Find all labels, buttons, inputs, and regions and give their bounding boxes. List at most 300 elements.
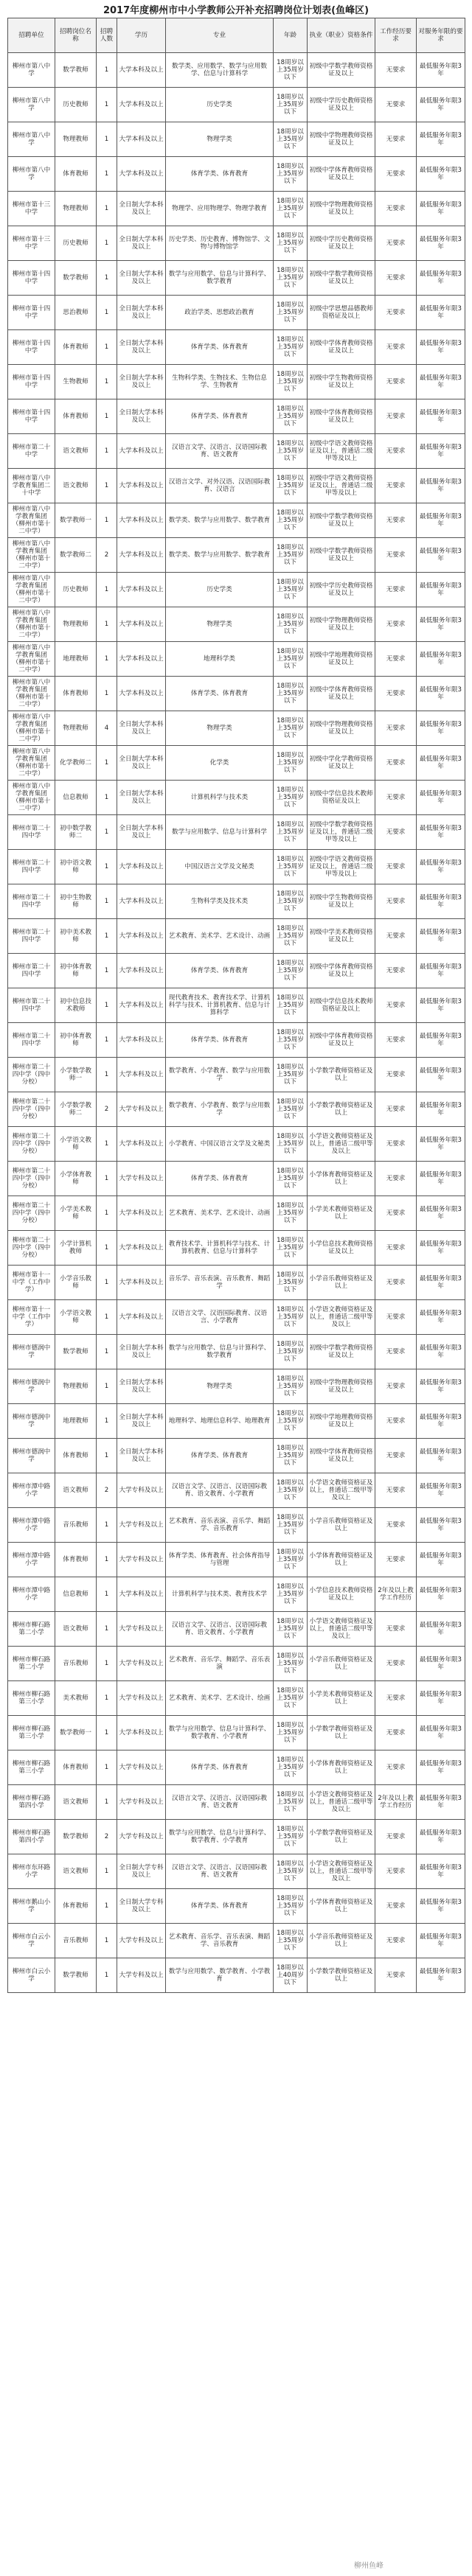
table-cell: 艺术教育、美术学、艺术设计、绘画: [166, 1681, 274, 1716]
table-cell: 历史教师: [55, 88, 97, 122]
table-cell: 1: [97, 261, 117, 296]
table-cell: 无要求: [375, 815, 417, 850]
table-cell: 柳州市第八中学教育集团（柳州市第十二中学）: [8, 607, 55, 642]
table-cell: 18周岁以上35周岁以下: [274, 954, 308, 988]
table-cell: 汉语言文学、汉语言、汉语国际教育、语文教育: [166, 1854, 274, 1889]
table-cell: 1: [97, 642, 117, 677]
table-cell: 无要求: [375, 573, 417, 607]
table-row: [8, 122, 465, 157]
table-cell: 数学教师: [55, 261, 97, 296]
table-cell: 无要求: [375, 53, 417, 88]
table-cell: 化学类: [166, 746, 274, 781]
table-cell: 无要求: [375, 1231, 417, 1266]
table-cell: 中国汉语言文学及文秘类: [166, 850, 274, 884]
table-cell: 体育教师: [55, 1751, 97, 1785]
table-cell: 初级中学信息技术教师资格证及以上: [308, 988, 375, 1023]
table-cell: 柳州市潭中路小学: [8, 1508, 55, 1543]
table-row: [8, 677, 465, 711]
table-cell: 1: [97, 1058, 117, 1092]
table-cell: 全日制大学本科及以上: [117, 1335, 166, 1369]
table-cell: 柳州市第八中学教育集团（柳州市第十二中学）: [8, 538, 55, 573]
table-cell: 地理科学类: [166, 642, 274, 677]
table-cell: 初中生物教师: [55, 884, 97, 919]
table-cell: 无要求: [375, 399, 417, 434]
table-cell: 初级中学数学教师资格证及以上: [308, 503, 375, 538]
table-cell: 2年及以上教学工作经历: [375, 1577, 417, 1612]
table-cell: 18周岁以上35周岁以下: [274, 642, 308, 677]
table-cell: 小学教育、中国汉语言文学及文秘类: [166, 1127, 274, 1162]
table-cell: 美术教师: [55, 1681, 97, 1716]
table-cell: 1: [97, 988, 117, 1023]
table-cell: 18周岁以上35周岁以下: [274, 815, 308, 850]
table-cell: 初级中学信息技术教师资格证及以上: [308, 781, 375, 815]
table-cell: 1: [97, 1023, 117, 1058]
table-cell: 无要求: [375, 1820, 417, 1854]
table-cell: 地理教师: [55, 642, 97, 677]
table-cell: 音乐学、音乐表演、音乐教育、舞蹈学: [166, 1266, 274, 1300]
table-cell: 物理学类: [166, 711, 274, 746]
table-cell: 1: [97, 1266, 117, 1300]
table-cell: 历史学类: [166, 573, 274, 607]
table-cell: 18周岁以上35周岁以下: [274, 746, 308, 781]
table-cell: 数学类、应用数学、数学与应用数学、信息与计算科学: [166, 53, 274, 88]
table-cell: 初级中学体育教师资格证及以上: [308, 677, 375, 711]
table-cell: 最低服务年限3年: [417, 538, 465, 573]
table-cell: 最低服务年限3年: [417, 261, 465, 296]
table-cell: 小学语文教师: [55, 1300, 97, 1335]
table-cell: 小学音乐教师资格证及以上: [308, 1647, 375, 1681]
table-cell: 物理教师: [55, 607, 97, 642]
table-cell: 18周岁以上35周岁以下: [274, 399, 308, 434]
table-cell: 语文教师: [55, 1785, 97, 1820]
table-cell: 初级中学化学教师资格证及以上: [308, 746, 375, 781]
table-cell: 最低服务年限3年: [417, 1335, 465, 1369]
table-cell: 最低服务年限3年: [417, 711, 465, 746]
table-row: [8, 1266, 465, 1300]
table-cell: 最低服务年限3年: [417, 1300, 465, 1335]
document-page: [7, 0, 465, 1993]
table-cell: 柳州市第二十四中学: [8, 1023, 55, 1058]
table-row: [8, 1300, 465, 1335]
column-header: 招聘单位: [8, 18, 55, 53]
table-cell: 历史教师: [55, 226, 97, 261]
table-cell: 最低服务年限3年: [417, 919, 465, 954]
table-cell: 大学本科及以上: [117, 88, 166, 122]
table-row: [8, 815, 465, 850]
column-header: 对服务年限的要求: [417, 18, 465, 53]
table-cell: 1: [97, 1681, 117, 1716]
table-cell: 汉语言文学、汉语言、汉语国际教育、语文教育、小学教育: [166, 1612, 274, 1647]
table-cell: 18周岁以上35周岁以下: [274, 1266, 308, 1300]
table-cell: 计算机科学与技术类、教育技术学: [166, 1577, 274, 1612]
table-row: [8, 1854, 465, 1889]
table-row: [8, 607, 465, 642]
table-row: [8, 434, 465, 469]
table-cell: 地理教师: [55, 1404, 97, 1439]
table-cell: 数学教育、小学教育、数学与应用数学: [166, 1092, 274, 1127]
table-cell: 语文教师: [55, 434, 97, 469]
table-cell: 初级中学体育教师资格证及以上: [308, 1439, 375, 1473]
table-cell: 最低服务年限3年: [417, 1751, 465, 1785]
table-cell: 最低服务年限3年: [417, 157, 465, 192]
table-cell: 最低服务年限3年: [417, 781, 465, 815]
table-cell: 无要求: [375, 1924, 417, 1958]
table-cell: 1: [97, 330, 117, 365]
table-cell: 18周岁以上35周岁以下: [274, 1092, 308, 1127]
table-cell: 18周岁以上35周岁以下: [274, 1681, 308, 1716]
table-cell: 1: [97, 677, 117, 711]
table-cell: 物理学类: [166, 122, 274, 157]
table-row: [8, 1612, 465, 1647]
table-cell: 18周岁以上35周岁以下: [274, 1508, 308, 1543]
table-cell: 数学类、数学与应用数学、数学教育: [166, 503, 274, 538]
table-cell: 艺术教育、美术学、艺术设计、动画: [166, 919, 274, 954]
table-cell: 1: [97, 1716, 117, 1751]
table-cell: 1: [97, 192, 117, 226]
table-cell: 最低服务年限3年: [417, 815, 465, 850]
table-cell: 初级中学体育教师资格证及以上: [308, 157, 375, 192]
table-cell: 大学本科及以上: [117, 1196, 166, 1231]
table-cell: 数学与应用数学、信息与计算科学、数学教育、小学教育: [166, 1716, 274, 1751]
table-cell: 柳州市柳石路第二小学: [8, 1612, 55, 1647]
table-cell: 初级中学语文教师资格证及以上，普通话二级甲等及以上: [308, 434, 375, 469]
column-header: 招聘人数: [97, 18, 117, 53]
table-cell: 体育教师: [55, 677, 97, 711]
table-cell: 柳州市第二十四中学（四中分校）: [8, 1196, 55, 1231]
table-cell: 思治教师: [55, 296, 97, 330]
table-cell: 18周岁以上35周岁以下: [274, 122, 308, 157]
table-cell: 体育教师: [55, 399, 97, 434]
table-cell: 小学数学教师资格证及以上: [308, 1958, 375, 1993]
table-cell: 柳州市第二十四中学（四中分校）: [8, 1127, 55, 1162]
table-cell: 最低服务年限3年: [417, 1508, 465, 1543]
table-cell: 无要求: [375, 503, 417, 538]
table-cell: 体育教师: [55, 1439, 97, 1473]
table-cell: 全日制大学专科及以上: [117, 1889, 166, 1924]
table-cell: 最低服务年限3年: [417, 226, 465, 261]
table-cell: 大学本科及以上: [117, 607, 166, 642]
table-row: [8, 1647, 465, 1681]
table-cell: 18周岁以上35周岁以下: [274, 781, 308, 815]
table-cell: 1: [97, 296, 117, 330]
table-row: [8, 538, 465, 573]
table-cell: 初级中学数学教师资格证及以上，普通话二级甲等及以上: [308, 815, 375, 850]
table-cell: 无要求: [375, 1473, 417, 1508]
table-cell: 1: [97, 607, 117, 642]
table-cell: 1: [97, 1404, 117, 1439]
table-cell: 全日制大学本科及以上: [117, 399, 166, 434]
table-row: [8, 503, 465, 538]
table-cell: 初级中学物理教师资格证及以上: [308, 711, 375, 746]
table-cell: 物理学、应用物理学、物理学教育: [166, 192, 274, 226]
table-cell: 全日制大学本科及以上: [117, 1369, 166, 1404]
table-cell: 初中语文教师: [55, 850, 97, 884]
table-cell: 大学本科及以上: [117, 642, 166, 677]
table-cell: 小学语文教师资格证及以上，普通话二级甲等及以上: [308, 1300, 375, 1335]
table-row: [8, 1023, 465, 1058]
table-cell: 全日制大学本科及以上: [117, 261, 166, 296]
table-cell: 18周岁以上35周岁以下: [274, 157, 308, 192]
table-cell: 18周岁以上35周岁以下: [274, 1612, 308, 1647]
table-cell: 大学本科及以上: [117, 954, 166, 988]
table-cell: 柳州市第二十四中学（四中分校）: [8, 1092, 55, 1127]
table-cell: 18周岁以上35周岁以下: [274, 1404, 308, 1439]
table-cell: 最低服务年限3年: [417, 1577, 465, 1612]
table-cell: 柳州市第十三中学: [8, 226, 55, 261]
table-row: [8, 296, 465, 330]
table-row: [8, 1092, 465, 1127]
table-cell: 18周岁以上35周岁以下: [274, 1196, 308, 1231]
table-cell: 1: [97, 1577, 117, 1612]
table-cell: 无要求: [375, 607, 417, 642]
table-row: [8, 1058, 465, 1092]
table-cell: 最低服务年限3年: [417, 1439, 465, 1473]
table-cell: 最低服务年限3年: [417, 573, 465, 607]
table-cell: 初中美术教师: [55, 919, 97, 954]
table-cell: 最低服务年限3年: [417, 1266, 465, 1300]
table-cell: 小学信息技术教师资格证及以上: [308, 1577, 375, 1612]
table-cell: 小学数学教师资格证及以上: [308, 1092, 375, 1127]
table-cell: 18周岁以上35周岁以下: [274, 1335, 308, 1369]
table-cell: 无要求: [375, 1196, 417, 1231]
table-cell: 1: [97, 469, 117, 503]
table-cell: 柳州市柳石路第二小学: [8, 1647, 55, 1681]
table-cell: 全日制大学本科及以上: [117, 192, 166, 226]
table-cell: 小学美术教师资格证及以上: [308, 1681, 375, 1716]
table-cell: 无要求: [375, 1439, 417, 1473]
table-cell: 1: [97, 226, 117, 261]
table-cell: 1: [97, 53, 117, 88]
table-cell: 大学专科及以上: [117, 1820, 166, 1854]
table-cell: 数学教师: [55, 1958, 97, 1993]
table-cell: 1: [97, 815, 117, 850]
table-cell: 18周岁以上35周岁以下: [274, 192, 308, 226]
table-cell: 最低服务年限3年: [417, 53, 465, 88]
table-cell: 初级中学美术教师资格证及以上: [308, 919, 375, 954]
table-cell: 无要求: [375, 642, 417, 677]
table-cell: 18周岁以上35周岁以下: [274, 850, 308, 884]
table-row: [8, 1681, 465, 1716]
table-cell: 18周岁以上35周岁以下: [274, 1924, 308, 1958]
table-cell: 无要求: [375, 1127, 417, 1162]
table-cell: 大学本科及以上: [117, 919, 166, 954]
table-row: [8, 261, 465, 296]
table-cell: 艺术教育、音乐学、音乐表演、舞蹈学、音乐教育: [166, 1924, 274, 1958]
table-cell: 最低服务年限3年: [417, 1473, 465, 1508]
table-cell: 初中数学教师二: [55, 815, 97, 850]
table-cell: 柳州市白云小学: [8, 1924, 55, 1958]
header-row: [8, 18, 465, 53]
table-cell: 无要求: [375, 1958, 417, 1993]
table-cell: 18周岁以上35周岁以下: [274, 88, 308, 122]
table-cell: 1: [97, 1439, 117, 1473]
table-cell: 2年及以上教学工作经历: [375, 1785, 417, 1820]
table-cell: 18周岁以上35周岁以下: [274, 469, 308, 503]
table-row: [8, 919, 465, 954]
table-cell: 18周岁以上35周岁以下: [274, 1751, 308, 1785]
table-cell: 柳州市第八中学: [8, 53, 55, 88]
table-row: [8, 365, 465, 399]
table-cell: 小学语文教师资格证及以上，普通话二级甲等及以上: [308, 1473, 375, 1508]
table-row: [8, 1196, 465, 1231]
table-cell: 无要求: [375, 122, 417, 157]
table-cell: 18周岁以上35周岁以下: [274, 1647, 308, 1681]
table-cell: 最低服务年限3年: [417, 642, 465, 677]
table-cell: 数学教师一: [55, 503, 97, 538]
table-cell: 18周岁以上35周岁以下: [274, 261, 308, 296]
table-cell: 柳州市第八中学教育集团（柳州市第十二中学）: [8, 781, 55, 815]
table-cell: 柳州市第二十四中学: [8, 815, 55, 850]
table-cell: 18周岁以上35周岁以下: [274, 1716, 308, 1751]
table-cell: 柳州市第二十中学: [8, 434, 55, 469]
table-cell: 无要求: [375, 746, 417, 781]
table-cell: 18周岁以上35周岁以下: [274, 538, 308, 573]
recruitment-table: [7, 18, 465, 1993]
table-cell: 全日制大学本科及以上: [117, 746, 166, 781]
table-cell: 最低服务年限3年: [417, 1889, 465, 1924]
table-cell: 物理学类: [166, 1369, 274, 1404]
table-cell: 最低服务年限3年: [417, 607, 465, 642]
table-cell: 18周岁以上35周岁以下: [274, 607, 308, 642]
table-cell: 小学体育教师: [55, 1162, 97, 1196]
table-cell: 柳州市第十四中学: [8, 365, 55, 399]
table-cell: 数学教师: [55, 1335, 97, 1369]
table-cell: 大学本科及以上: [117, 538, 166, 573]
table-cell: 18周岁以上35周岁以下: [274, 1369, 308, 1404]
table-cell: 最低服务年限3年: [417, 469, 465, 503]
table-cell: 1: [97, 1508, 117, 1543]
table-cell: 初级中学地理教师资格证及以上: [308, 642, 375, 677]
table-cell: 数学与应用数学、信息与计算科学、数学教育: [166, 261, 274, 296]
table-cell: 无要求: [375, 538, 417, 573]
table-cell: 1: [97, 1854, 117, 1889]
table-row: [8, 1335, 465, 1369]
table-cell: 体育学类、体育教育: [166, 677, 274, 711]
table-cell: 柳州市第八中学教育集团二十中学: [8, 469, 55, 503]
table-cell: 初级中学生物教师资格证及以上: [308, 365, 375, 399]
table-cell: 大学本科及以上: [117, 157, 166, 192]
table-row: [8, 1543, 465, 1577]
column-header: 学历: [117, 18, 166, 53]
table-cell: 18周岁以上35周岁以下: [274, 1577, 308, 1612]
table-cell: 全日制大学本科及以上: [117, 815, 166, 850]
table-header: [8, 18, 465, 53]
table-cell: 最低服务年限3年: [417, 365, 465, 399]
table-cell: 柳州市潭中路小学: [8, 1577, 55, 1612]
table-cell: 物理教师: [55, 711, 97, 746]
table-cell: 小学音乐教师: [55, 1266, 97, 1300]
table-cell: 政治学类、思想政治教育: [166, 296, 274, 330]
table-cell: 柳州市第二十四中学: [8, 988, 55, 1023]
table-cell: 小学音乐教师资格证及以上: [308, 1508, 375, 1543]
table-cell: 柳州市第八中学: [8, 122, 55, 157]
table-cell: 1: [97, 746, 117, 781]
table-cell: 初级中学物理教师资格证及以上: [308, 192, 375, 226]
table-cell: 体育教师: [55, 330, 97, 365]
table-cell: 体育学类、体育教育: [166, 1751, 274, 1785]
table-cell: 无要求: [375, 1092, 417, 1127]
table-row: [8, 1162, 465, 1196]
table-cell: 柳州市第八中学: [8, 157, 55, 192]
table-cell: 18周岁以上35周岁以下: [274, 1543, 308, 1577]
table-cell: 大学本科及以上: [117, 677, 166, 711]
table-cell: 18周岁以上35周岁以下: [274, 1162, 308, 1196]
table-cell: 大学本科及以上: [117, 1266, 166, 1300]
table-cell: 初级中学物理教师资格证及以上: [308, 607, 375, 642]
table-cell: 全日制大学本科及以上: [117, 711, 166, 746]
table-cell: 1: [97, 1335, 117, 1369]
table-cell: 初级中学历史教师资格证及以上: [308, 88, 375, 122]
table-cell: 最低服务年限3年: [417, 746, 465, 781]
table-row: [8, 1820, 465, 1854]
table-cell: 最低服务年限3年: [417, 1058, 465, 1092]
table-row: [8, 192, 465, 226]
table-cell: 柳州市柳石路第四小学: [8, 1785, 55, 1820]
table-row: [8, 1439, 465, 1473]
table-cell: 1: [97, 1612, 117, 1647]
table-cell: 1: [97, 884, 117, 919]
table-cell: 体育教师: [55, 1543, 97, 1577]
table-cell: 18周岁以上35周岁以下: [274, 296, 308, 330]
table-cell: 无要求: [375, 1266, 417, 1300]
table-cell: 最低服务年限3年: [417, 399, 465, 434]
table-cell: 最低服务年限3年: [417, 1854, 465, 1889]
table-cell: 最低服务年限3年: [417, 1958, 465, 1993]
table-cell: 化学教师二: [55, 746, 97, 781]
table-cell: 18周岁以上35周岁以下: [274, 1300, 308, 1335]
table-cell: 大学本科及以上: [117, 1058, 166, 1092]
table-cell: 小学信息技术教师资格证及以上: [308, 1231, 375, 1266]
table-cell: 小学语文教师: [55, 1127, 97, 1162]
table-cell: 柳州市德润中学: [8, 1439, 55, 1473]
table-cell: 初级中学数学教师资格证及以上: [308, 1335, 375, 1369]
table-cell: 生物科学类、生物技术、生物信息学、生物教育: [166, 365, 274, 399]
table-cell: 1: [97, 781, 117, 815]
table-cell: 数学教师: [55, 53, 97, 88]
table-cell: 18周岁以上35周岁以下: [274, 1231, 308, 1266]
table-cell: 小学体育教师资格证及以上: [308, 1543, 375, 1577]
table-cell: 计算机科学与技术类: [166, 781, 274, 815]
table-cell: 大学专科及以上: [117, 1612, 166, 1647]
table-cell: 无要求: [375, 1300, 417, 1335]
table-cell: 1: [97, 1231, 117, 1266]
table-cell: 1: [97, 1162, 117, 1196]
table-cell: 1: [97, 1369, 117, 1404]
table-cell: 柳州市第八中学教育集团（柳州市第十二中学）: [8, 711, 55, 746]
table-cell: 柳州市第十四中学: [8, 330, 55, 365]
table-cell: 数学教师: [55, 1820, 97, 1854]
table-cell: 初级中学地理教师资格证及以上: [308, 1404, 375, 1439]
table-cell: 初级中学语文教师资格证及以上，普通话二级甲等及以上: [308, 850, 375, 884]
table-cell: 1: [97, 88, 117, 122]
table-cell: 18周岁以上35周岁以下: [274, 1023, 308, 1058]
table-cell: 1: [97, 1300, 117, 1335]
table-cell: 最低服务年限3年: [417, 434, 465, 469]
table-row: [8, 469, 465, 503]
column-header: 专业: [166, 18, 274, 53]
table-cell: 柳州市第二十四中学（四中分校）: [8, 1058, 55, 1092]
table-cell: 最低服务年限3年: [417, 850, 465, 884]
table-row: [8, 781, 465, 815]
table-cell: 最低服务年限3年: [417, 1612, 465, 1647]
table-cell: 初级中学历史教师资格证及以上: [308, 573, 375, 607]
table-cell: 体育学类、体育教育: [166, 1889, 274, 1924]
table-cell: 小学美术教师资格证及以上: [308, 1196, 375, 1231]
table-cell: 柳州市第二十四中学（四中分校）: [8, 1231, 55, 1266]
table-cell: 无要求: [375, 1854, 417, 1889]
table-cell: 18周岁以上35周岁以下: [274, 1127, 308, 1162]
table-row: [8, 1231, 465, 1266]
